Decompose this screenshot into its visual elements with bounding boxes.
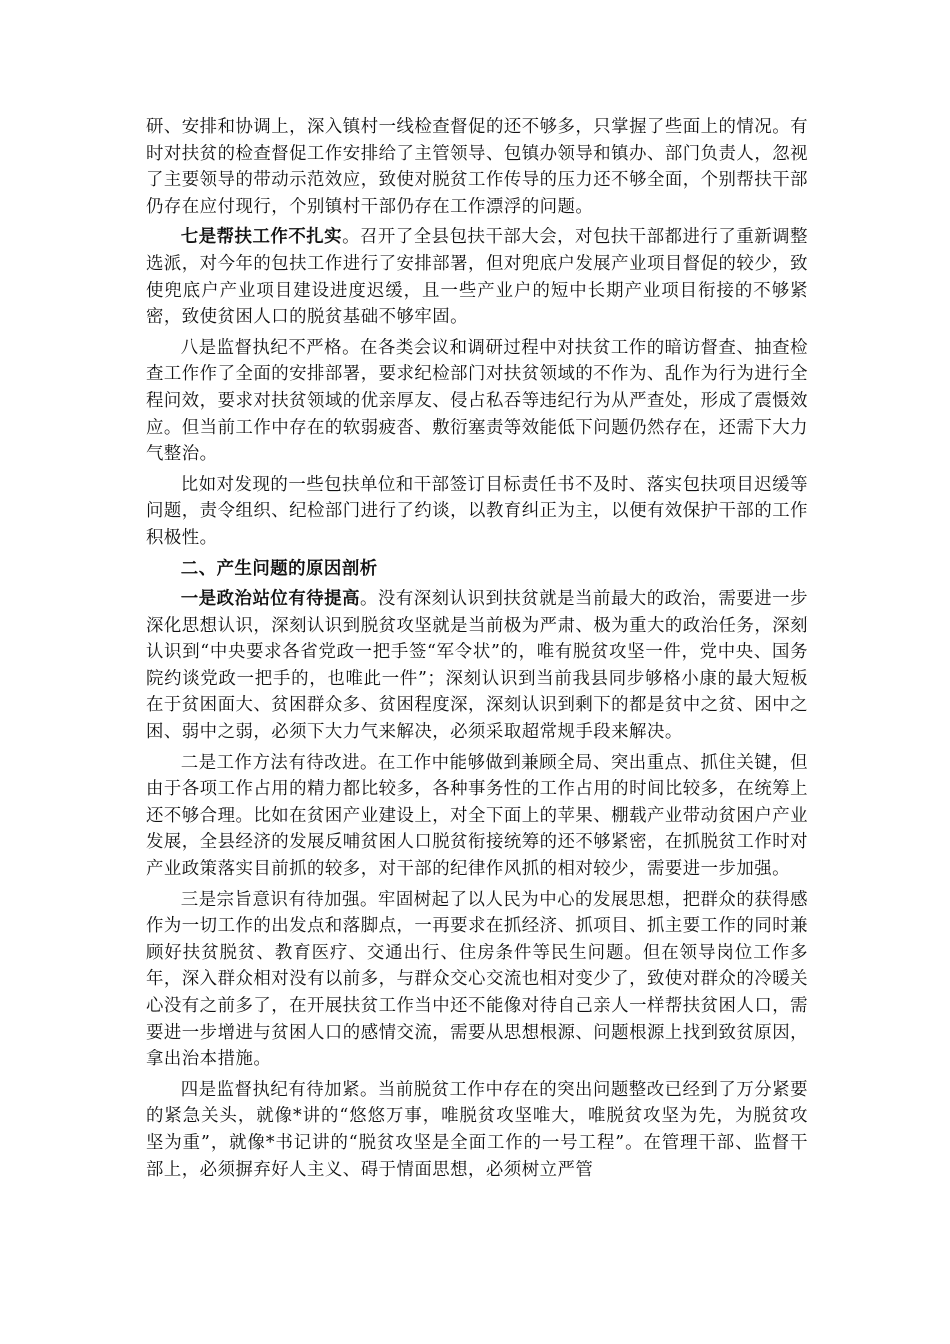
paragraph-continuation: 研、安排和协调上，深入镇村一线检查督促的还不够多，只掌握了些面上的情况。有时对扶贫的检查督促工作安排给了主管领导、包镇办领导和镇办、部门负责人，忽视了主要领导的带动示范效应，致使对脱贫工作传导的压力还不够全面，个别帮扶干部仍存在应付现行，个别镇村干部仍存在工作漂浮的问题。	[146, 117, 808, 217]
section-heading-cause-analysis: 二、产生问题的原因剖析	[180, 558, 378, 579]
paragraph-cause-three: 三是宗旨意识有待加强。牢固树起了以人民为中心的发展思想，把群众的获得感作为一切工作的出发点和落脚点，一再要求在抓经济、抓项目、抓主要工作的同时兼顾好扶贫脱贫、教育医疗、交通出行、住房条件等民生问题。但在领导岗位工作多年，深入群众相对没有以前多，与群众交心交流也相对变少了，致使对群众的冷暖关心没有之前多了，在开展扶贫工作当中还不能像对待自己亲人一样帮扶贫困人口，需要进一步增进与贫困人口的感情交流，需要从思想根源、问题根源上找到致贫原因，拿出治本措施。	[146, 889, 808, 1070]
paragraph-cause-one-text: 。没有深刻认识到扶贫就是当前最大的政治，需要进一步深化思想认识，深刻认识到脱贫攻坚就是当前极为严肃、极为重大的政治任务，深刻认识到“中央要求各省党政一把手签“军令状”的，唯有脱贫攻坚一件，党中央、国务院约谈党政一把手的，也唯此一件”；深刻认识到当前我县同步够格小康的最大短板在于贫困面大、贫困群众多、贫困程度深，深刻认识到剩下的都是贫中之贫、困中之困、弱中之弱，必须下大力气来解决，必须采取超常规手段来解决。	[146, 589, 808, 743]
paragraph-cause-four: 四是监督执纪有待加紧。当前脱贫工作中存在的突出问题整改已经到了万分紧要的紧急关头，就像*讲的“悠悠万事，唯脱贫攻坚唯大，唯脱贫攻坚为先，为脱贫攻坚为重”，就像*书记讲的“脱贫攻坚是全面工作的一号工程”。在管理干部、监督干部上，必须摒弃好人主义、碍于情面思想，必须树立严管	[146, 1079, 808, 1180]
document-body	[146, 114, 808, 1187]
paragraph-cause-two: 二是工作方法有待改进。在工作中能够做到兼顾全局、突出重点、抓住关键，但由于各项工作占用的精力都比较多，各种事务性的工作占用的时间比较多，在统筹上还不够合理。比如在贫困产业建设上，对全下面上的苹果、棚载产业带动贫困户产业发展，全县经济的发展反哺贫困人口脱贫衔接统筹的还不够紧密，在抓脱贫工作时对产业政策落实目前抓的较多，对干部的纪律作风抓的相对较少，需要进一步加强。	[146, 752, 808, 880]
paragraph-cause-one-lead: 一是政治站位有待提高	[180, 589, 360, 610]
paragraph-seven	[146, 224, 808, 330]
paragraph-example: 比如对发现的一些包扶单位和干部签订目标责任书不及时、落实包扶项目迟缓等问题，责令组织、纪检部门进行了约谈，以教育纠正为主，以便有效保护干部的工作积极性。	[146, 474, 808, 548]
paragraph-seven-text: 。召开了全县包扶干部大会，对包扶干部都进行了重新调整选派，对今年的包扶工作进行了安排部署，但对兜底户发展产业项目督促的较少，致使兜底户产业项目建设进度迟缓，且一些产业户的短中长期产业项目衔接的不够紧密，致使贫困人口的脱贫基础不够牢固。	[146, 227, 808, 328]
paragraph-seven-lead: 七是帮扶工作不扎实	[180, 227, 343, 248]
paragraph-cause-one	[146, 586, 808, 746]
paragraph-eight: 八是监督执纪不严格。在各类会议和调研过程中对扶贫工作的暗访督查、抽查检查工作作了全面的安排部署，要求纪检部门对扶贫领域的不作为、乱作为行为进行全程问效，要求对扶贫领域的优亲厚友、侵占私吞等违纪行为从严查处，形成了震慑效应。但当前工作中存在的软弱疲沓、敷衍塞责等效能低下问题仍然存在，还需下大力气整治。	[146, 337, 808, 465]
